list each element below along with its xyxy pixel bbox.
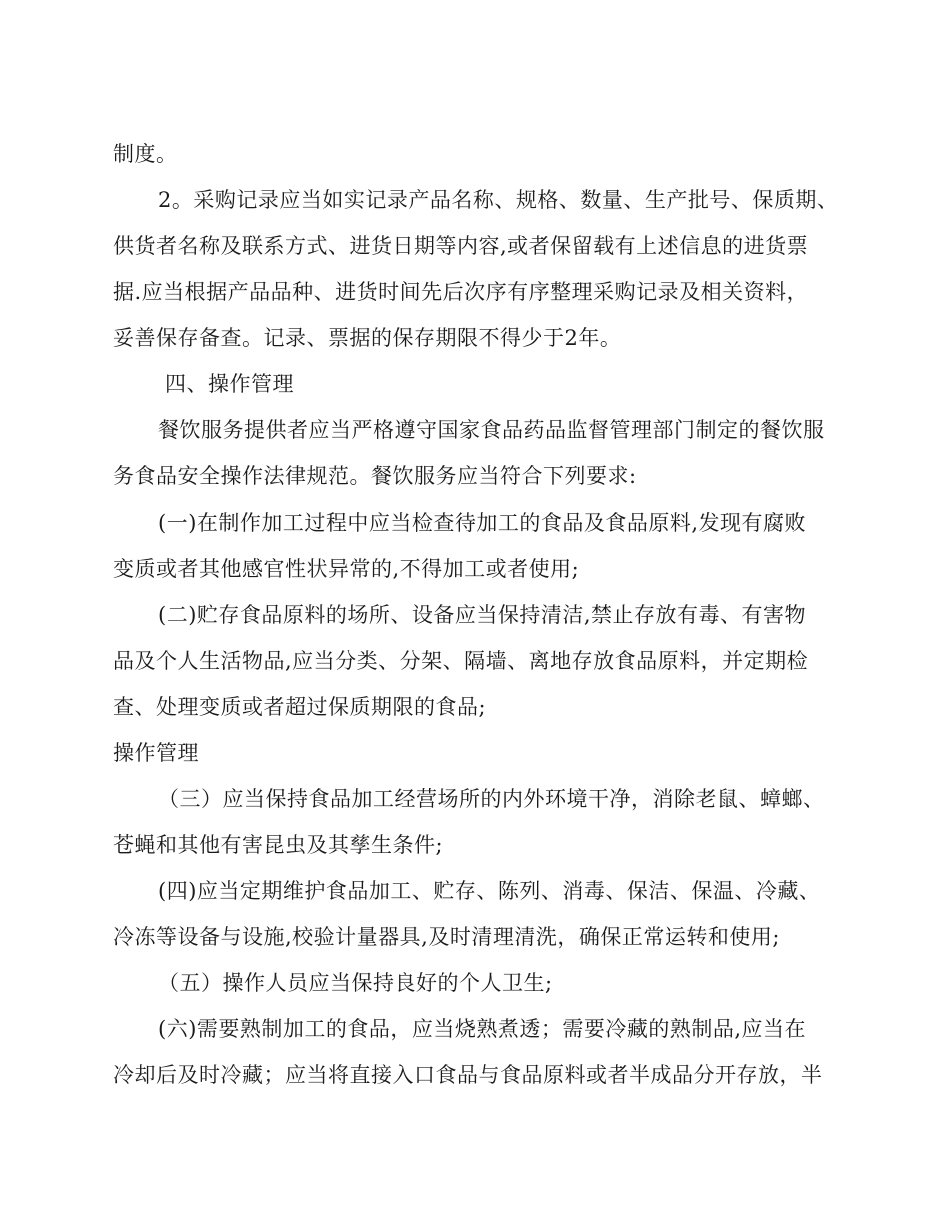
text-line-7: 餐饮服务提供者应当严格遵守国家食品药品监督管理部门制定的餐饮服 xyxy=(158,418,825,442)
text-line-17: (四)应当定期维护食品加工、贮存、陈列、消毒、保洁、保温、冷藏、 xyxy=(158,879,821,903)
text-line-2: 2。采购记录应当如实记录产品名称、规格、数量、生产批号、保质期、 xyxy=(158,188,839,212)
text-line-8: 务食品安全操作法律规范。餐饮服务应当符合下列要求: xyxy=(113,464,637,488)
text-line-15: （三）应当保持食品加工经营场所的内外环境干净，消除老鼠、蟑螂、 xyxy=(158,787,825,811)
text-line-4: 据.应当根据产品品种、进货时间先后次序有序整理采购记录及相关资料， xyxy=(113,280,809,304)
text-line-21: 冷却后及时冷藏；应当将直接入口食品与食品原料或者半成品分开存放，半 xyxy=(113,1063,823,1087)
text-line-3: 供货者名称及联系方式、进货日期等内容,或者保留载有上述信息的进货票 xyxy=(113,234,809,258)
text-line-13: 查、处理变质或者超过保质期限的食品; xyxy=(113,695,487,719)
text-line-5: 妥善保存备查。记录、票据的保存期限不得少于2年。 xyxy=(113,326,622,350)
text-line-16: 苍蝇和其他有害昆虫及其孳生条件; xyxy=(113,833,444,857)
section-heading: 四、操作管理 xyxy=(165,372,294,396)
subheading: 操作管理 xyxy=(113,741,199,765)
text-line-9: (一)在制作加工过程中应当检查待加工的食品及食品原料,发现有腐败 xyxy=(158,511,807,535)
text-line-12: 品及个人生活物品,应当分类、分架、隔墙、离地存放食品原料，并定期检 xyxy=(113,649,809,673)
text-line-19: （五）操作人员应当保持良好的个人卫生; xyxy=(158,971,553,995)
text-line-20: (六)需要熟制加工的食品，应当烧熟煮透；需要冷藏的熟制品,应当在 xyxy=(158,1017,807,1041)
text-line-10: 变质或者其他感官性状异常的,不得加工或者使用; xyxy=(113,557,580,581)
text-line-18: 冷冻等设备与设施,校验计量器具,及时清理清洗，确保正常运转和使用; xyxy=(113,925,780,949)
text-line-11: (二)贮存食品原料的场所、设备应当保持清洁,禁止存放有毒、有害物 xyxy=(158,603,807,627)
text-line-1: 制度。 xyxy=(113,142,178,166)
